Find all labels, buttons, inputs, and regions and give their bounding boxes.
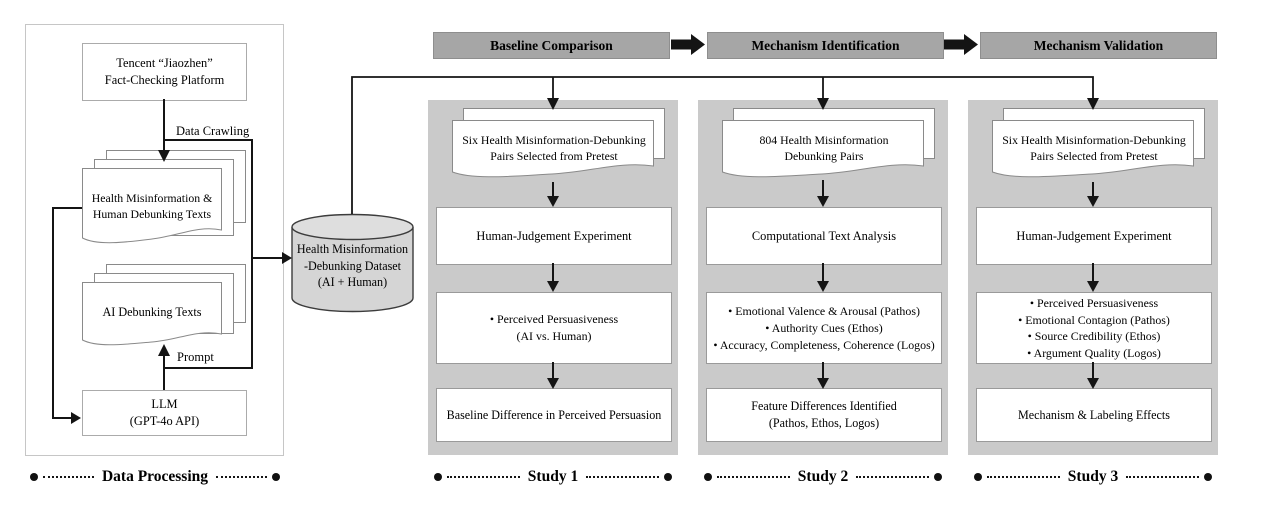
platform-box-line: Tencent “Jiaozhen” — [116, 56, 213, 70]
study1-measure-line: • Perceived Persuasiveness — [489, 312, 619, 326]
footer-data-processing — [30, 466, 280, 488]
rail-dot — [934, 473, 942, 481]
study2-doc-text — [722, 132, 926, 164]
study1-experiment-box — [436, 207, 672, 265]
rail-leader — [717, 476, 790, 478]
footer-study-3 — [974, 466, 1212, 488]
footer-label-study-2: Study 2 — [797, 468, 849, 485]
study3-doc-line: Pairs Selected from Pretest — [1030, 149, 1158, 163]
study3-outcome-line: Mechanism & Labeling Effects — [1018, 407, 1170, 422]
prompt-label: Prompt — [177, 350, 214, 364]
phase-bar-mechanism-identification — [707, 32, 944, 59]
rail-dot — [974, 473, 982, 481]
study3-measure-line: • Emotional Contagion (Pathos) — [1018, 312, 1170, 327]
rail-dot — [434, 473, 442, 481]
study3-measures-box — [976, 292, 1212, 364]
phase-bar-label: Baseline Comparison — [490, 37, 613, 53]
dataset-cylinder-text — [291, 241, 414, 291]
llm-box-line: (GPT-4o API) — [129, 414, 200, 428]
human-docs-line: Human Debunking Texts — [92, 207, 212, 221]
footer-label-study-1: Study 1 — [527, 468, 579, 485]
study3-experiment-box — [976, 207, 1212, 265]
platform-box-line: Fact-Checking Platform — [104, 73, 225, 87]
ai-docs-text — [82, 304, 222, 320]
tencent-platform-box — [82, 43, 247, 101]
rail-dot — [272, 473, 280, 481]
rail-leader — [216, 476, 267, 478]
study3-measure-line: • Perceived Persuasiveness — [1029, 296, 1159, 310]
footer-label-study-3: Study 3 — [1067, 468, 1119, 485]
study1-outcome-box — [436, 388, 672, 442]
study1-measures-box — [436, 292, 672, 364]
study1-box1-text: Human-Judgement Experiment — [476, 228, 632, 243]
rail-leader — [586, 476, 659, 478]
study1-doc-text — [452, 132, 656, 164]
phase-arrow-2 — [944, 34, 978, 55]
study3-measure-line: • Argument Quality (Logos) — [1027, 345, 1161, 360]
phase-bar-label: Mechanism Validation — [1033, 37, 1164, 53]
study2-feature-line: • Emotional Valence & Arousal (Pathos) — [728, 303, 920, 318]
study3-doc-line: Six Health Misinformation-Debunking — [1002, 133, 1186, 147]
phase-bar-label: Mechanism Identification — [751, 37, 900, 53]
llm-box-line: LLM — [151, 397, 178, 411]
footer-study-2 — [704, 466, 942, 488]
footer-study-1 — [434, 466, 672, 488]
cylinder-line: -Debunking Dataset — [303, 258, 402, 273]
cylinder-line: (AI + Human) — [317, 275, 388, 289]
study1-measure-line: (AI vs. Human) — [516, 329, 592, 343]
study2-doc-line: Debunking Pairs — [784, 149, 864, 163]
llm-box — [82, 390, 247, 436]
phase-bar-baseline-comparison — [433, 32, 670, 59]
study2-doc-line: 804 Health Misinformation — [759, 133, 889, 147]
study3-box1-text: Human-Judgement Experiment — [1016, 228, 1172, 243]
rail-leader — [987, 476, 1060, 478]
study3-doc-text — [992, 132, 1196, 164]
study3-outcome-box — [976, 388, 1212, 442]
phase-bar-mechanism-validation — [980, 32, 1217, 59]
study2-outcome-box — [706, 388, 942, 442]
study1-doc-line: Pairs Selected from Pretest — [490, 149, 618, 163]
rail-leader — [447, 476, 520, 478]
study2-outcome-line: Feature Differences Identified — [751, 399, 897, 413]
ai-docs-line: AI Debunking Texts — [102, 305, 202, 319]
phase-arrow-1 — [671, 34, 705, 55]
rail-leader — [1126, 476, 1199, 478]
rail-leader — [43, 476, 94, 478]
study1-outcome-line: Baseline Difference in Perceived Persuasion — [446, 407, 662, 422]
rail-dot — [664, 473, 672, 481]
rail-dot — [1204, 473, 1212, 481]
cylinder-line: Health Misinformation — [296, 242, 409, 256]
footer-label-data-processing: Data Processing — [101, 468, 209, 485]
study2-feature-line: • Authority Cues (Ethos) — [765, 320, 883, 335]
rail-dot — [30, 473, 38, 481]
human-docs-text — [82, 190, 222, 222]
study2-features-box — [706, 292, 942, 364]
study3-measure-line: • Source Credibility (Ethos) — [1027, 329, 1161, 343]
study2-analysis-box — [706, 207, 942, 265]
study2-box1-text: Computational Text Analysis — [751, 228, 897, 243]
study1-doc-line: Six Health Misinformation-Debunking — [462, 133, 646, 147]
study2-outcome-line: (Pathos, Ethos, Logos) — [768, 416, 880, 430]
human-docs-line: Health Misinformation & — [91, 191, 213, 205]
data-crawling-label: Data Crawling — [176, 124, 250, 138]
rail-leader — [856, 476, 929, 478]
study2-feature-line: • Accuracy, Completeness, Coherence (Logos) — [713, 337, 935, 352]
rail-dot — [704, 473, 712, 481]
